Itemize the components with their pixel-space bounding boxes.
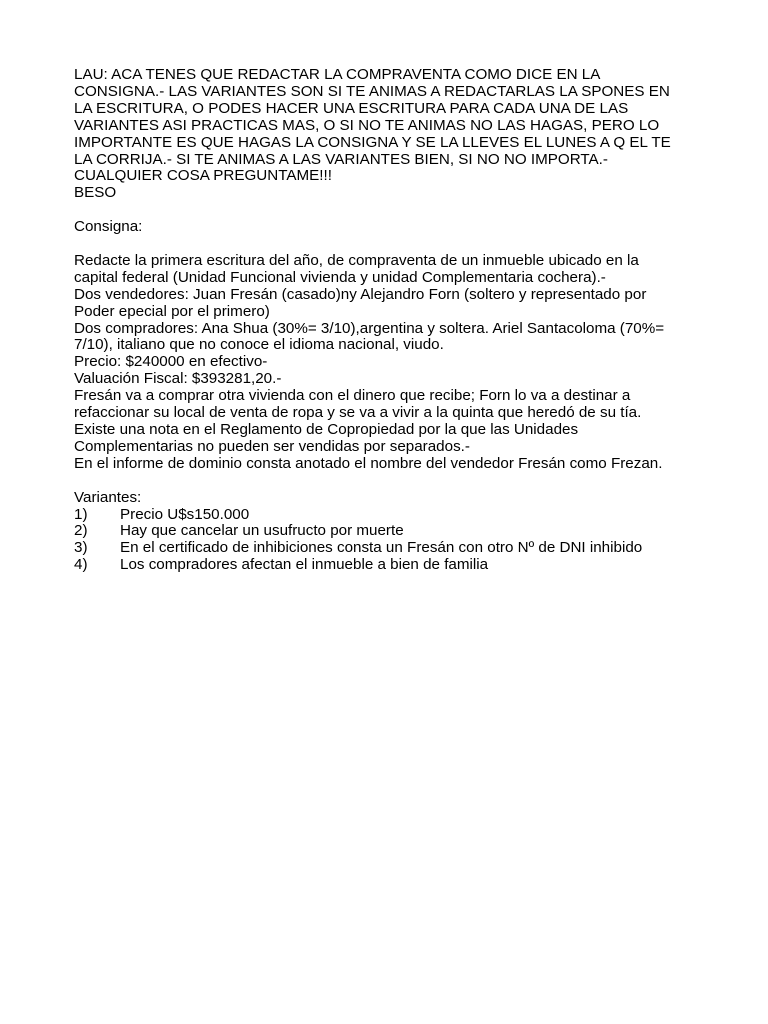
note-line: CUALQUIER COSA PREGUNTAME!!! — [74, 167, 332, 185]
consigna-line: Dos compradores: Ana Shua (30%= 3/10),argentina y soltera. Ariel Santacoloma (70%= — [74, 319, 665, 337]
consigna-line: refaccionar su local de venta de ropa y se va a vivir a la quinta que heredó de su tía. — [74, 404, 642, 422]
note-line: CONSIGNA.- LAS VARIANTES SON SI TE ANIMAS A REDACTARLAS LA SPONES EN — [74, 82, 670, 100]
variant-item — [74, 557, 714, 574]
variant-item — [74, 540, 714, 557]
variant-number: 1) — [74, 505, 88, 523]
variantes-heading: Variantes: — [74, 488, 142, 506]
note-line: VARIANTES ASI PRACTICAS MAS, O SI NO TE ANIMAS NO LAS HAGAS, PERO LO — [74, 116, 660, 134]
consigna-line: Fresán va a comprar otra vivienda con el dinero que recibe; Forn lo va a destinar a — [74, 387, 631, 405]
consigna-line: Poder epecial por el primero) — [74, 302, 270, 320]
note-line: LAU: ACA TENES QUE REDACTAR LA COMPRAVENTA COMO DICE EN LA — [74, 66, 601, 83]
document-page — [74, 67, 714, 574]
note-block — [74, 67, 714, 202]
variant-text: Hay que cancelar un usufructo por muerte — [120, 522, 404, 540]
variant-text: En el certificado de inhibiciones consta un Fresán con otro Nº de DNI inhibido — [120, 539, 643, 557]
variant-item — [74, 523, 714, 540]
consigna-block — [74, 253, 714, 473]
consigna-line: Dos vendedores: Juan Fresán (casado)ny Alejandro Forn (soltero y representado por — [74, 285, 647, 303]
paragraph-gap — [74, 473, 714, 490]
note-line: LA CORRIJA.- SI TE ANIMAS A LAS VARIANTES BIEN, SI NO NO IMPORTA.- — [74, 150, 608, 168]
consigna-line: Redacte la primera escritura del año, de compraventa de un inmueble ubicado en la — [74, 251, 639, 269]
consigna-line: 7/10), italiano que no conoce el idioma nacional, viudo. — [74, 336, 444, 354]
variantes-list — [74, 507, 714, 575]
variant-number: 2) — [74, 522, 88, 540]
consigna-heading: Consigna: — [74, 218, 143, 236]
note-line: IMPORTANTE ES QUE HAGAS LA CONSIGNA Y SE LA LLEVES EL LUNES A Q EL TE — [74, 133, 671, 151]
consigna-line: Complementarias no pueden ser vendidas por separados.- — [74, 437, 470, 455]
consigna-line: Existe una nota en el Reglamento de Copropiedad por la que las Unidades — [74, 421, 579, 438]
paragraph-gap — [74, 236, 714, 253]
consigna-line: Valuación Fiscal: $393281,20.- — [74, 370, 282, 388]
variant-text: Los compradores afectan el inmueble a bien de familia — [120, 556, 489, 574]
consigna-line: En el informe de dominio consta anotado el nombre del vendedor Fresán como Frezan. — [74, 454, 663, 472]
consigna-line: Precio: $240000 en efectivo- — [74, 353, 268, 371]
variant-item — [74, 507, 714, 524]
paragraph-gap — [74, 202, 714, 219]
variant-number: 3) — [74, 539, 88, 557]
variant-text: Precio U$s150.000 — [120, 505, 250, 523]
variant-number: 4) — [74, 556, 88, 574]
note-line: LA ESCRITURA, O PODES HACER UNA ESCRITURA PARA CADA UNA DE LAS — [74, 99, 629, 117]
consigna-line: capital federal (Unidad Funcional vivienda y unidad Complementaria cochera).- — [74, 268, 606, 286]
note-signoff: BESO — [74, 184, 117, 202]
